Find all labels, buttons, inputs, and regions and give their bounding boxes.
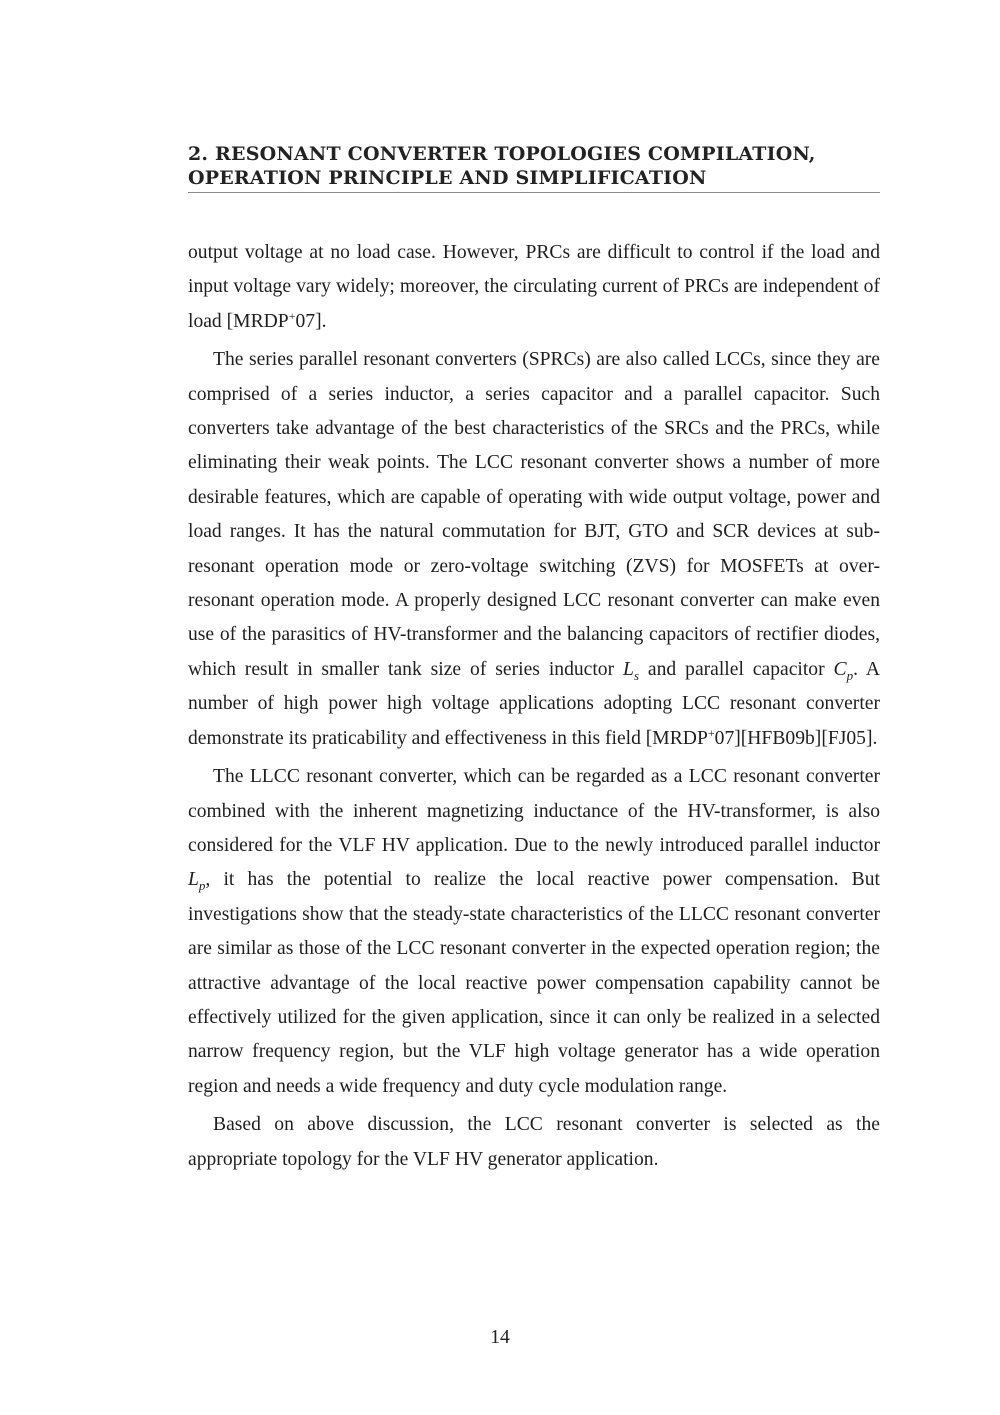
paragraph-3: [188, 760, 880, 1104]
paragraph-2-text-end: 07][HFB09b][FJ05].: [714, 727, 878, 749]
page-number: 14: [490, 1327, 510, 1348]
symbol-lp: $L_p$: [188, 869, 206, 894]
paragraph-1-text-end: 07].: [295, 310, 327, 332]
running-header: [188, 142, 880, 193]
symbol-cp: $C_p$: [833, 658, 854, 683]
paragraph-3-text: The LLCC resonant converter, which can be regarded as a LCC resonant converter combined with the inherent magnetizing inductance of the HV-transformer, is also considered for the VLF HV application. Due to the newly introduced parallel inductor: [188, 766, 880, 856]
paragraph-4: Based on above discussion, the LCC resonant converter is selected as the appropriate topology for the VLF HV generator application.: [188, 1114, 880, 1170]
citation-superscript: +: [707, 725, 715, 740]
paragraph-1: [188, 236, 880, 339]
symbol-ls: $L_s$: [623, 658, 640, 683]
body-text: [188, 236, 880, 1181]
paragraph-2-text: The series parallel resonant converters (SPRCs) are also called LCCs, since they are comprised of a series inductor, a series capacitor and a parallel capacitor. Such converters take advantage of the best characteristics of the SRCs and the PRCs, while eliminating their weak points. The LCC resonant converter shows a number of more desirable features, which are capable of operating with wide output voltage, power and load ranges. It has the natural commutation for BJT, GTO and SCR devices at sub-resonant operation mode or zero-voltage switching (ZVS) for MOSFETs at over-resonant operation mode. A properly designed LCC resonant converter can make even use of the parasitics of HV-transformer and the balancing capacitors of rectifier diodes, which result in smaller tank size of series inductor: [188, 349, 880, 680]
running-header-line-1: 2. RESONANT CONVERTER TOPOLOGIES COMPILATION,: [188, 143, 816, 165]
paragraph-2-text-mid: and parallel capacitor: [639, 658, 834, 680]
paragraph-2-text-cont: . A number of high power high voltage applications adopting LCC resonant converter demonstrate its praticability and effectiveness in this field [MRDP: [188, 658, 880, 749]
citation-superscript: +: [288, 308, 296, 323]
running-header-line-2: OPERATION PRINCIPLE AND SIMPLIFICATION: [188, 167, 707, 189]
paragraph-2: [188, 343, 880, 756]
paragraph-1-text: output voltage at no load case. However, PRCs are difficult to control if the load and input voltage vary widely; moreover, the circulating current of PRCs are independent of load [MRDP: [188, 242, 880, 332]
paragraph-3-text-end: , it has the potential to realize the local reactive power compensation. But investigations show that the steady-state characteristics of the LLCC resonant converter are similar as those of the LCC resonant converter in the expected operation region; the attractive advantage of the local reactive power compensation capability cannot be effectively utilized for the given application, since it can only be realized in a selected narrow frequency region, but the VLF high voltage generator has a wide operation region and needs a wide frequency and duty cycle modulation range.: [188, 869, 880, 1097]
